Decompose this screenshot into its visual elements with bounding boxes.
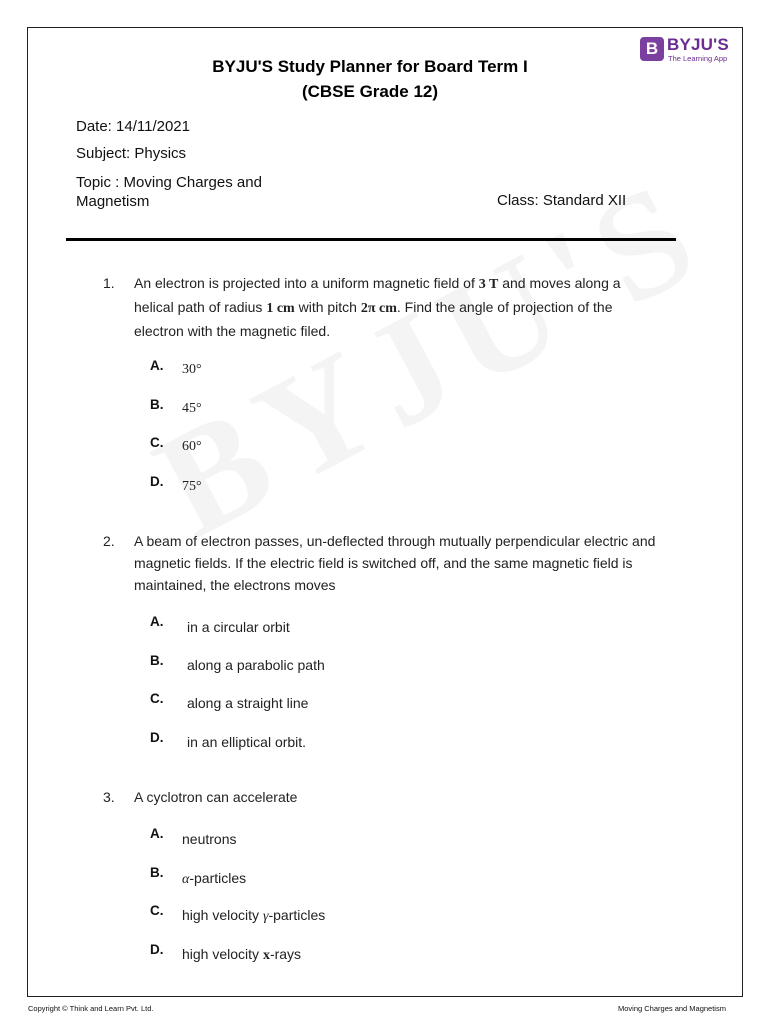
option-letter: B. (150, 865, 164, 880)
subject-label: Subject: Physics (76, 145, 187, 162)
logo-mark-icon: B (640, 37, 664, 61)
option-text: in a circular orbit (187, 619, 290, 635)
page-subtitle: (CBSE Grade 12) (301, 82, 439, 101)
option-letter: D. (150, 942, 164, 957)
option-text: 75° (182, 479, 202, 494)
option-text: 60° (182, 439, 202, 454)
logo-name: BYJU'S (667, 35, 729, 54)
option-letter: C. (150, 435, 164, 450)
date-label: Date: 14/11/2021 (76, 118, 190, 135)
question-text: An electron is projected into a uniform magnetic field of 3 T and moves along a helical path of radius 1 cm with pitch 2π cm. Find the angle of projection of the electron with the magnetic filed. (134, 275, 621, 339)
option-letter: B. (150, 397, 164, 412)
question-number: 1. (103, 275, 115, 291)
option-text: 30° (182, 362, 202, 377)
question-number: 2. (103, 533, 115, 549)
question-text: A beam of electron passes, un-deflected through mutually perpendicular electric and magnetic fields. If the electric field is switched off, and the same magnetic field is maintained, the electrons moves (134, 533, 656, 593)
page-title: BYJU'S Study Planner for Board Term I (212, 57, 528, 76)
option-letter: C. (150, 691, 164, 706)
logo-tagline: The Learning App (668, 54, 728, 63)
option-letter: A. (150, 826, 164, 841)
option-letter: B. (150, 653, 164, 668)
option-letter: D. (150, 474, 164, 489)
topic-label: Topic : Moving Charges and Magnetism (76, 174, 262, 210)
option-letter: D. (150, 730, 164, 745)
option-letter: C. (150, 903, 164, 918)
class-label: Class: Standard XII (497, 192, 627, 209)
option-text: high velocity γ-particles (182, 907, 326, 924)
option-text: α-particles (182, 870, 247, 887)
option-letter: A. (150, 614, 164, 629)
footer-topic: Moving Charges and Magnetism (618, 1004, 726, 1013)
option-text: high velocity x-rays (182, 946, 302, 963)
header-divider (66, 238, 676, 241)
question-text: A cyclotron can accelerate (134, 789, 298, 805)
footer-copyright: Copyright © Think and Learn Pvt. Ltd. (28, 1004, 154, 1013)
option-text: in an elliptical orbit. (187, 734, 307, 750)
option-text: along a straight line (187, 695, 309, 711)
option-text: 45° (182, 401, 202, 416)
option-text: neutrons (182, 831, 237, 847)
option-letter: A. (150, 358, 164, 373)
question-number: 3. (103, 789, 115, 805)
option-text: along a parabolic path (187, 657, 325, 673)
